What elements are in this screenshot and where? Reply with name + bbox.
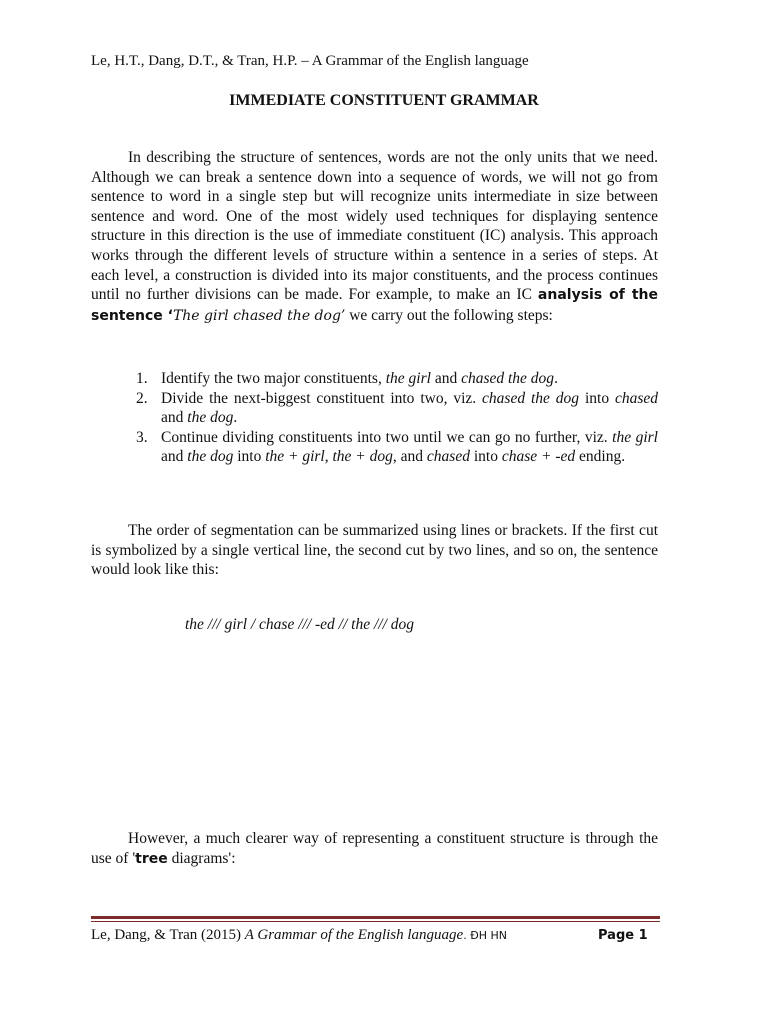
step-text: into [233, 448, 266, 466]
step-emphasis: chased [614, 389, 659, 407]
step-text: . [554, 370, 558, 387]
step-emphasis: the + dog [332, 448, 393, 466]
step-text: and [430, 370, 462, 387]
step-emphasis: the girl [612, 428, 658, 446]
step-text: and [161, 409, 188, 427]
tree-text: However, a much clearer way of representing a constituent structure is through the use of ' [91, 830, 658, 867]
step-emphasis: chased [426, 448, 470, 466]
step-text: Continue dividing constituents into two until we can go no further, viz. [161, 428, 613, 446]
step-emphasis: the girl [385, 370, 431, 387]
step-text: into [579, 389, 615, 407]
page-number: Page 1 [598, 928, 648, 943]
steps-list [91, 369, 658, 467]
footer-authors: Le, Dang, & Tran (2015) [91, 927, 245, 943]
footer-citation [91, 927, 507, 944]
step-emphasis: chase + -ed [501, 448, 576, 466]
list-item [91, 389, 658, 428]
step-text: ending. [575, 448, 626, 466]
intro-text: In describing the structure of sentences, words are not the only units that we need. Although we can break a sentence down into a sequence of words, we will not go from sentence to word in a single step but will recognize units intermediate in size between sentence and word. One of the most widely used techniques for displaying sentence structure in this direction is the use of immediate constituent (IC) analysis. This approach works through the different levels of structure within a sentence in a series of steps. At each level, a construction is divided into its major constituents, and the process continues until no further divisions can be made. For example, to make an IC [91, 149, 658, 304]
step-text: Divide the next-biggest constituent into two, viz. [161, 389, 483, 407]
list-item [91, 428, 658, 467]
step-text: . [233, 409, 238, 427]
example-sentence: The girl chased the dog’ [172, 307, 346, 324]
intro-tail: we carry out the following steps: [345, 306, 553, 324]
bold-word: tree [135, 850, 168, 867]
tree-tail: diagrams': [167, 849, 236, 867]
footer-book-title: A Grammar of the English language [244, 927, 464, 943]
footer-rule-thin [91, 921, 660, 922]
step-emphasis: chased the dog [482, 389, 580, 407]
intro-paragraph [91, 148, 658, 326]
bold-phrase: analysis of the sentence ‘ [91, 287, 658, 324]
step-emphasis: the + girl [265, 448, 325, 466]
segmentation-paragraph: The order of segmentation can be summarized using lines or brackets. If the first cut is symbolized by a single vertical line, the second cut by two lines, and so on, the sentence would look like this: [91, 522, 658, 579]
step-text: , and [392, 448, 427, 466]
footer-publisher: . ĐH HN [463, 929, 508, 942]
step-emphasis: the dog [187, 409, 234, 427]
step-text: into [469, 448, 502, 466]
tree-paragraph [91, 829, 658, 869]
footer-rule-thick [91, 916, 660, 919]
step-text: Identify the two major constituents, [161, 370, 386, 387]
step-text: and [161, 448, 188, 466]
step-emphasis: chased the dog [461, 370, 555, 387]
step-number: 3. [136, 428, 148, 446]
step-text: , [324, 448, 333, 466]
page-title: IMMEDIATE CONSTITUENT GRAMMAR [229, 92, 539, 109]
running-header: Le, H.T., Dang, D.T., & Tran, H.P. – A Grammar of the English language [91, 53, 529, 69]
step-emphasis: the dog [187, 448, 234, 466]
list-item [91, 369, 658, 389]
step-number: 2. [136, 389, 148, 407]
segmentation-example: the /// girl / chase /// -ed // the /// dog [185, 616, 415, 633]
step-number: 1. [136, 370, 148, 387]
